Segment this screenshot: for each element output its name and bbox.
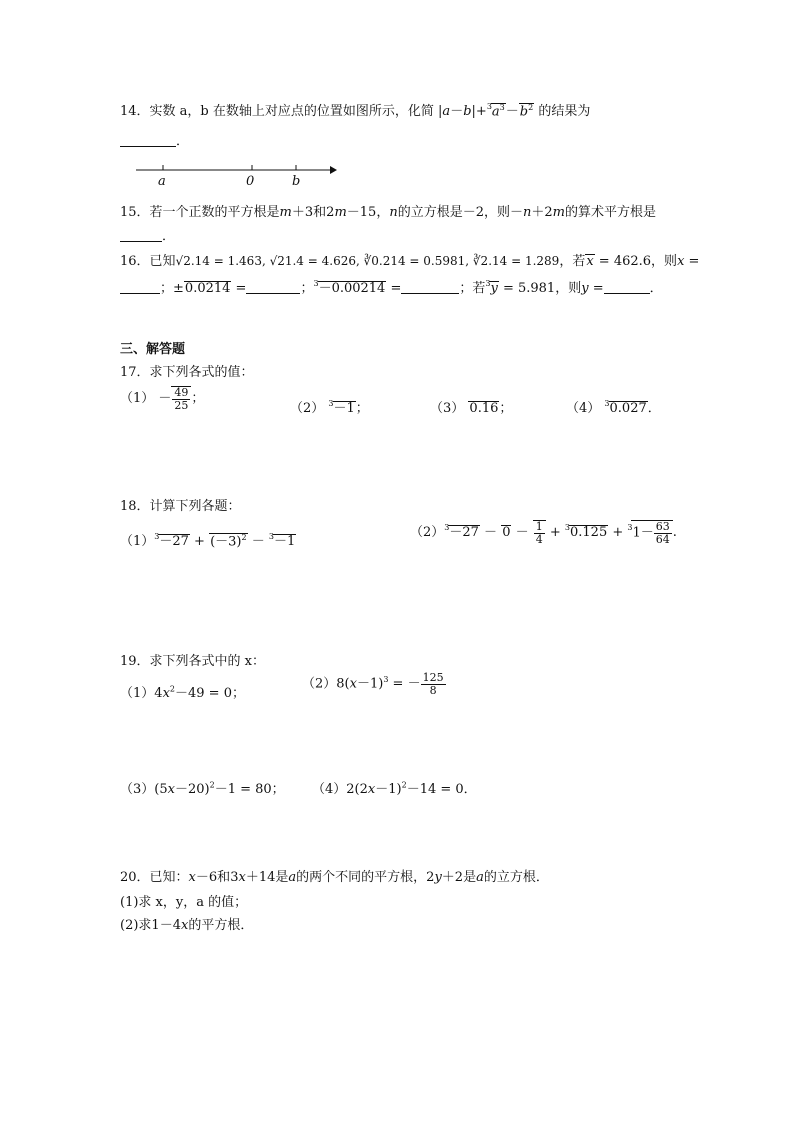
q20-title-f: 的立方根．: [483, 870, 549, 885]
q15-text-c: ，: [376, 205, 390, 220]
q17-part-4-label: （4）: [566, 401, 601, 416]
section-3-title: 三、解答题: [120, 342, 186, 357]
q15-line: 15．若一个正数的平方根是m＋3和2m－15，n的立方根是－2，则－n＋2m的算术平方根是: [120, 205, 657, 220]
q18-part-1-label: （1）: [120, 534, 155, 549]
q16-sqrt-x: x: [586, 254, 594, 269]
q19-part-1: $(1)4x^2-49 = 0$；: [120, 684, 245, 701]
q17-part-4: （4） $^3$0.027．: [566, 399, 661, 416]
q16-sep-1: ；: [160, 281, 174, 296]
axis-label-0: 0: [246, 174, 255, 189]
q16-blank-1[interactable]: [120, 280, 160, 294]
q15-end: ．: [162, 229, 176, 244]
q14-prefix: 14．实数 a，b 在数轴上对应点的位置如图所示，化简: [120, 104, 434, 119]
q20-sub-2-a: (2)求: [120, 918, 152, 933]
q17-part-3-label: （3）: [430, 401, 465, 416]
q17-part-2: （2） $^3$－1；: [290, 399, 369, 416]
q20-title: 20．已知：x－6和3x＋14是a的两个不同的平方根，2y＋2是a的立方根．: [120, 870, 549, 885]
q16-sep-2: ；: [300, 281, 314, 296]
q15-text-b: 和: [313, 205, 327, 220]
q19-part-4-label: （4）: [312, 782, 347, 797]
q15-text-a: 15．若一个正数的平方根是: [120, 205, 280, 220]
q19-part-2-label: （2）: [302, 676, 337, 692]
q16-blank-2[interactable]: [246, 280, 300, 294]
q20-title-e: 是: [463, 870, 477, 885]
q19-part-1-label: （1）: [120, 686, 155, 701]
q15-text-e: 的算术平方根是: [565, 205, 657, 220]
q19-part-3: $(3)(5x-20)^2-1 = 80$；: [120, 780, 285, 797]
q18-part-2-label: （2）: [410, 525, 445, 541]
q17-part-3: （3） 0.16；: [430, 401, 513, 416]
q16-line2: ；±0.0214 = ；$^3$－0.00214 = ；若$^3$y = 5.981，则y = ．: [120, 277, 663, 296]
number-line-arrow: [330, 166, 337, 174]
q16-line: 16．已知√2.14 = 1.463, √21.4 = 4.626, ∛0.214 = 0.5981, ∛2.14 = 1.289，若x = 462.6，则x =: [120, 254, 700, 269]
q15-answer-blank[interactable]: [120, 228, 162, 242]
q20-title-d: 的两个不同的平方根，: [296, 870, 427, 885]
q14-suffix: 的结果为: [538, 104, 591, 119]
q15-text-d: 的立方根是－2，则: [397, 205, 510, 220]
q17-part-2-label: （2）: [290, 401, 325, 416]
q14-expression: $|a-b|+^3a^3-b^2$: [438, 102, 534, 119]
q19-part-2: $(2)8(x-1)^3$ = － $\frac{125}{8}$: [302, 671, 444, 697]
q20-sub-2-b: 的平方根．: [188, 918, 254, 933]
q16-then1: ，则: [651, 254, 678, 269]
axis-label-b: b: [292, 174, 301, 189]
q16-prefix: 16．已知: [120, 254, 176, 269]
q16-if1: ，若: [559, 254, 586, 269]
q18-part-1: $(1)^3-27 + (-3)^2 - ^3-1$: [120, 532, 296, 549]
q18-part-2: $(2)^3-27 - 0$ － $\frac{1}{4}$ + $^3$0.125 + $^3$1－ $\frac{63}{64}$ .: [410, 520, 677, 546]
q17-title: 17．求下列各式的值：: [120, 365, 254, 380]
q16-blank-3[interactable]: [401, 280, 459, 294]
q14-answer-blank[interactable]: [120, 133, 176, 147]
q14-end: ．: [176, 134, 190, 149]
q18-title: 18．计算下列各题：: [120, 499, 241, 514]
q16-known-values: √2.14 = 1.463, √21.4 = 4.626, ∛0.214 = 0.5981, ∛2.14 = 1.289: [175, 254, 560, 268]
q20-title-b: 和: [217, 870, 231, 885]
q20-title-a: 20．已知：: [120, 870, 189, 885]
q16-if2: ；若: [459, 281, 486, 296]
axis-label-a: a: [158, 174, 166, 189]
q17-part-1-label: （1）: [120, 391, 155, 407]
q16-then2: ，则: [555, 281, 582, 296]
q20-sub-2: (2)求1－4x的平方根．: [120, 918, 254, 933]
q15-answer-line: [120, 225, 175, 244]
q20-sub-1: (1)求 x，y，a 的值；: [120, 895, 248, 910]
q20-title-c: 是: [275, 870, 289, 885]
q14-line: [120, 100, 590, 119]
q16-blank-4[interactable]: [604, 280, 650, 294]
q14-answer-line: [120, 130, 189, 149]
q17-part-1: （1） － $\frac{49}{25}$ ；: [120, 386, 205, 412]
q19-part-4: $(4)2(2x-1)^2-14 = 0$．: [312, 780, 477, 797]
q19-title: 19．求下列各式中的 x：: [120, 654, 266, 669]
q19-part-3-label: （3）: [120, 782, 155, 797]
q16-end: ．: [649, 281, 663, 296]
